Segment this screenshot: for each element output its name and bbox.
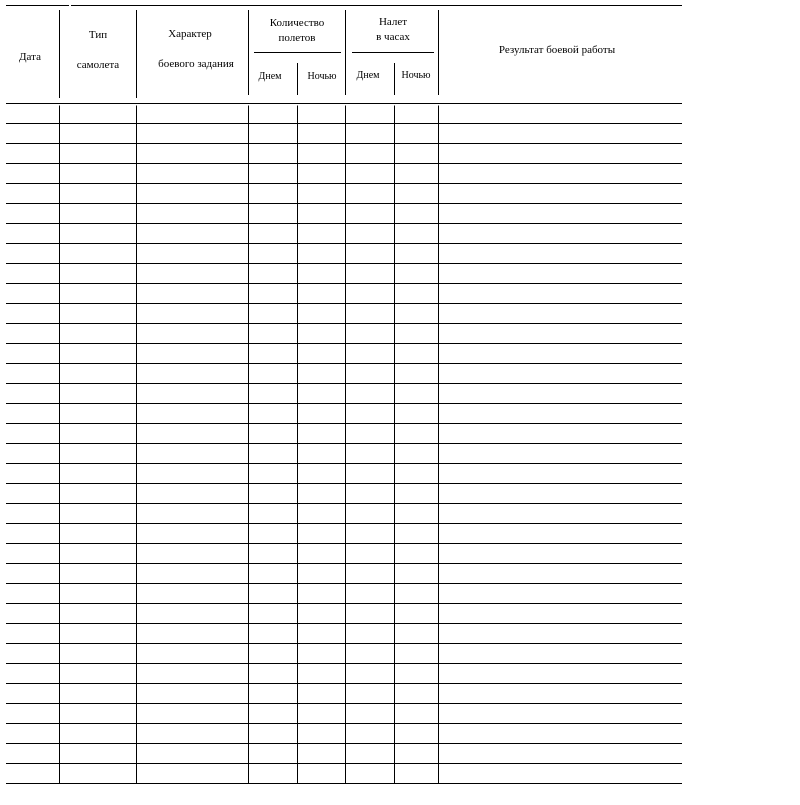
hours-header-line1: Налет	[378, 16, 408, 28]
flights-night-header: Ночью	[307, 71, 337, 82]
table-body	[6, 104, 682, 784]
hours-day-header: Днем	[356, 70, 380, 81]
mission-header-line1: Характер	[168, 28, 212, 40]
aircraft-type-header-line2: самолета	[76, 59, 120, 71]
aircraft-type-header-line1: Тип	[88, 29, 108, 41]
mission-header-line2: боевого задания	[158, 58, 234, 70]
flights-day-header: Днем	[258, 71, 282, 82]
result-header: Результат боевой работы	[498, 44, 616, 56]
flights-header-line2: полетов	[278, 32, 316, 44]
hours-header-line2: в часах	[376, 31, 410, 43]
hours-night-header: Ночью	[401, 70, 431, 81]
flights-header-line1: Количество	[269, 17, 325, 29]
date-header: Дата	[19, 51, 41, 63]
